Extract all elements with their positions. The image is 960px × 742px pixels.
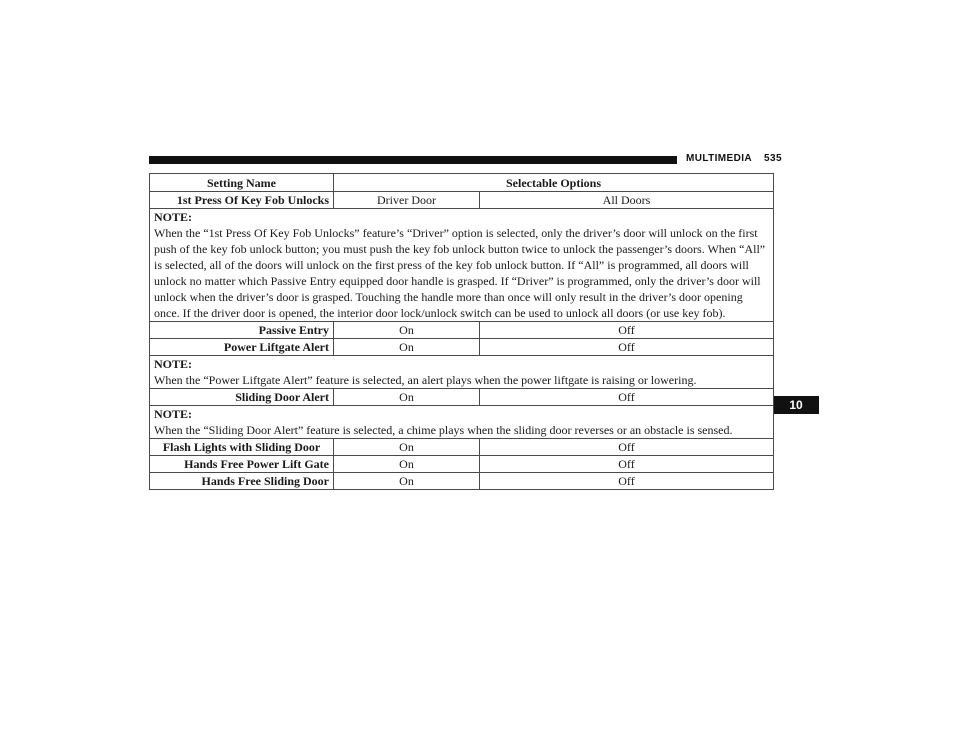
- column-header-setting-name: Setting Name: [150, 174, 334, 192]
- table-row: [150, 322, 774, 339]
- settings-table: [149, 173, 774, 490]
- header-rule: [149, 156, 677, 164]
- setting-name: Power Liftgate Alert: [150, 339, 334, 356]
- option-cell: On: [334, 473, 480, 490]
- note-text: When the “Power Liftgate Alert” feature is selected, an alert plays when the power liftgate is raising or lowering.: [154, 373, 697, 387]
- note-label: NOTE:: [154, 407, 193, 421]
- note-label: NOTE:: [154, 357, 193, 371]
- note-cell: [150, 356, 774, 389]
- option-cell: Driver Door: [334, 192, 480, 209]
- table-row: [150, 389, 774, 406]
- option-cell: Off: [480, 339, 774, 356]
- note-cell: [150, 209, 774, 322]
- option-cell: On: [334, 439, 480, 456]
- note-text: When the “Sliding Door Alert” feature is selected, a chime plays when the sliding door reverses or an obstacle is sensed.: [154, 423, 733, 437]
- chapter-tab: 10: [773, 396, 819, 414]
- note-row: [150, 209, 774, 322]
- column-header-selectable-options: Selectable Options: [334, 174, 774, 192]
- setting-name: Flash Lights with Sliding Door: [150, 439, 334, 456]
- option-cell: Off: [480, 439, 774, 456]
- note-cell: [150, 406, 774, 439]
- table-row: [150, 473, 774, 490]
- note-row: [150, 356, 774, 389]
- option-cell: Off: [480, 389, 774, 406]
- table-row: [150, 456, 774, 473]
- table-row: [150, 192, 774, 209]
- note-label: NOTE:: [154, 210, 193, 224]
- option-cell: Off: [480, 456, 774, 473]
- note-row: [150, 406, 774, 439]
- setting-name: Passive Entry: [150, 322, 334, 339]
- option-cell: Off: [480, 322, 774, 339]
- table-header-row: [150, 174, 774, 192]
- option-cell: Off: [480, 473, 774, 490]
- setting-name: Hands Free Power Lift Gate: [150, 456, 334, 473]
- option-cell: On: [334, 389, 480, 406]
- setting-name: Hands Free Sliding Door: [150, 473, 334, 490]
- page-number: 535: [764, 153, 782, 164]
- table-row: [150, 439, 774, 456]
- setting-name: Sliding Door Alert: [150, 389, 334, 406]
- option-cell: On: [334, 456, 480, 473]
- note-text: When the “1st Press Of Key Fob Unlocks” feature’s “Driver” option is selected, only the driver’s door will unlock on the first push of the key fob unlock button; you must push the key fob unlock button twice to unlock the passenger’s doors. When “All” is selected, all of the doors will unlock on the first press of the key fob unlock button. If “All” is programmed, all doors will unlock no matter which Passive Entry equipped door handle is grasped. If “Driver” is programmed, only the driver’s door will unlock when the driver’s door is grasped. Touching the handle more than once will only result in the driver’s door opening once. If the driver door is opened, the interior door lock/unlock switch can be used to unlock all doors (or use key fob).: [154, 226, 766, 320]
- setting-name: 1st Press Of Key Fob Unlocks: [150, 192, 334, 209]
- option-cell: On: [334, 339, 480, 356]
- table-row: [150, 339, 774, 356]
- section-title: MULTIMEDIA: [686, 153, 753, 164]
- option-cell: On: [334, 322, 480, 339]
- running-header: [686, 153, 782, 164]
- option-cell: All Doors: [480, 192, 774, 209]
